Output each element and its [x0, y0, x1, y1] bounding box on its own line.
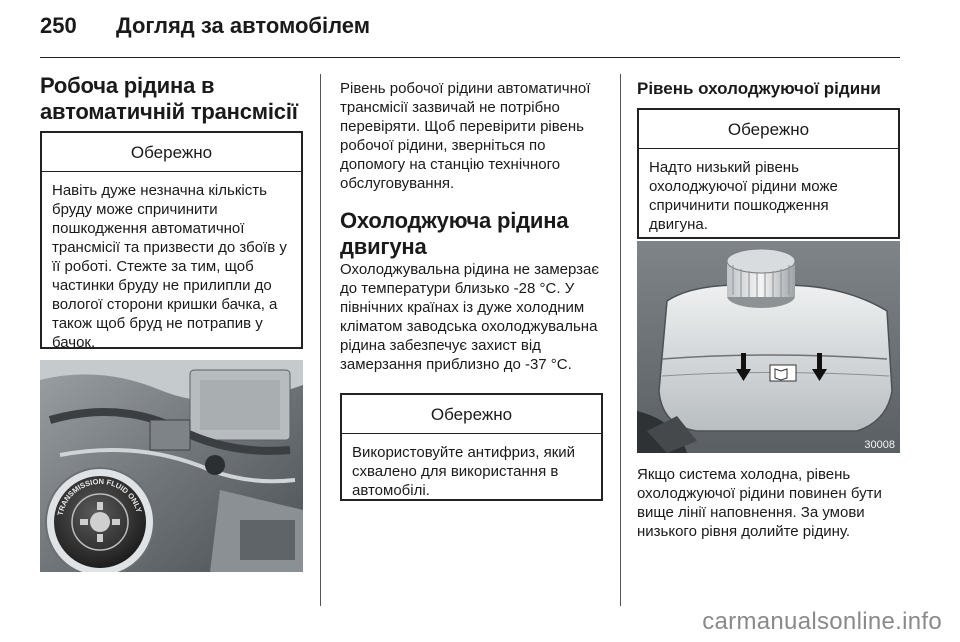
warning-title: Обережно	[342, 395, 601, 434]
warning-text: Надто низький рівень охолоджуючої рідини може спричинити пошкодження двигуна.	[649, 159, 838, 233]
warning-title: Обережно	[639, 110, 898, 149]
warning-text: Використовуйте антифриз, який схвалено для використання в автомобілі.	[352, 444, 576, 499]
page-number: 250	[40, 13, 77, 38]
engine-coolant-heading: Охолоджуюча рідина двигуна	[340, 208, 569, 259]
transmission-warning-box	[40, 131, 303, 349]
figure-number: 30008	[864, 439, 895, 451]
cap-label: TRANSMISSION FLUID ONLY	[55, 476, 144, 517]
antifreeze-warning-box	[340, 393, 603, 501]
transmission-fluid-photo	[40, 360, 303, 572]
transmission-fluid-heading: Робоча рідина в автоматичній трансмісії	[40, 73, 298, 124]
coolant-level-heading: Рівень охолоджуючої рідини	[637, 79, 881, 98]
coolant-warning-box	[637, 108, 900, 239]
transmission-fluid-intro: Рівень робочої рідини автоматичної трансмісії зазвичай не потрібно перевіряти. Щоб перевірити рівень робочої рідини, зверніться по допомогу на станцію технічного обслуговування.	[340, 80, 591, 192]
warning-title: Обережно	[42, 133, 301, 172]
header-rule	[40, 57, 900, 58]
coolant-reservoir-illustration	[637, 241, 900, 453]
page-title: Догляд за автомобілем	[116, 13, 371, 38]
coolant-level-text: Якщо система холодна, рівень охолоджуючої рідини повинен бути вище лінії наповнення. За умови низького рівня долийте рідину.	[637, 466, 882, 540]
warning-text: Навіть дуже незначна кількість бруду може спричинити пошкодження автоматичної трансмісії та призвести до збоїв у її роботі. Стежте за тим, щоб частинки бруду не прилипли до вологої сторони кришки бачка, а також щоб бруд не потрапив у бачок.	[52, 182, 287, 351]
engine-bay-illustration	[40, 360, 303, 572]
column-separator	[620, 74, 621, 606]
coolant-reservoir-photo	[637, 241, 900, 453]
column-separator	[320, 74, 321, 606]
watermark: carmanualsonline.info	[702, 608, 942, 635]
engine-coolant-text: Охолоджувальна рідина не замерзає до температури близько -28 °C. У північних країнах із дуже холодним кліматом заводська охолоджувальна рідина забезпечує захист від замерзання приблизно до -37 °C.	[340, 261, 600, 373]
